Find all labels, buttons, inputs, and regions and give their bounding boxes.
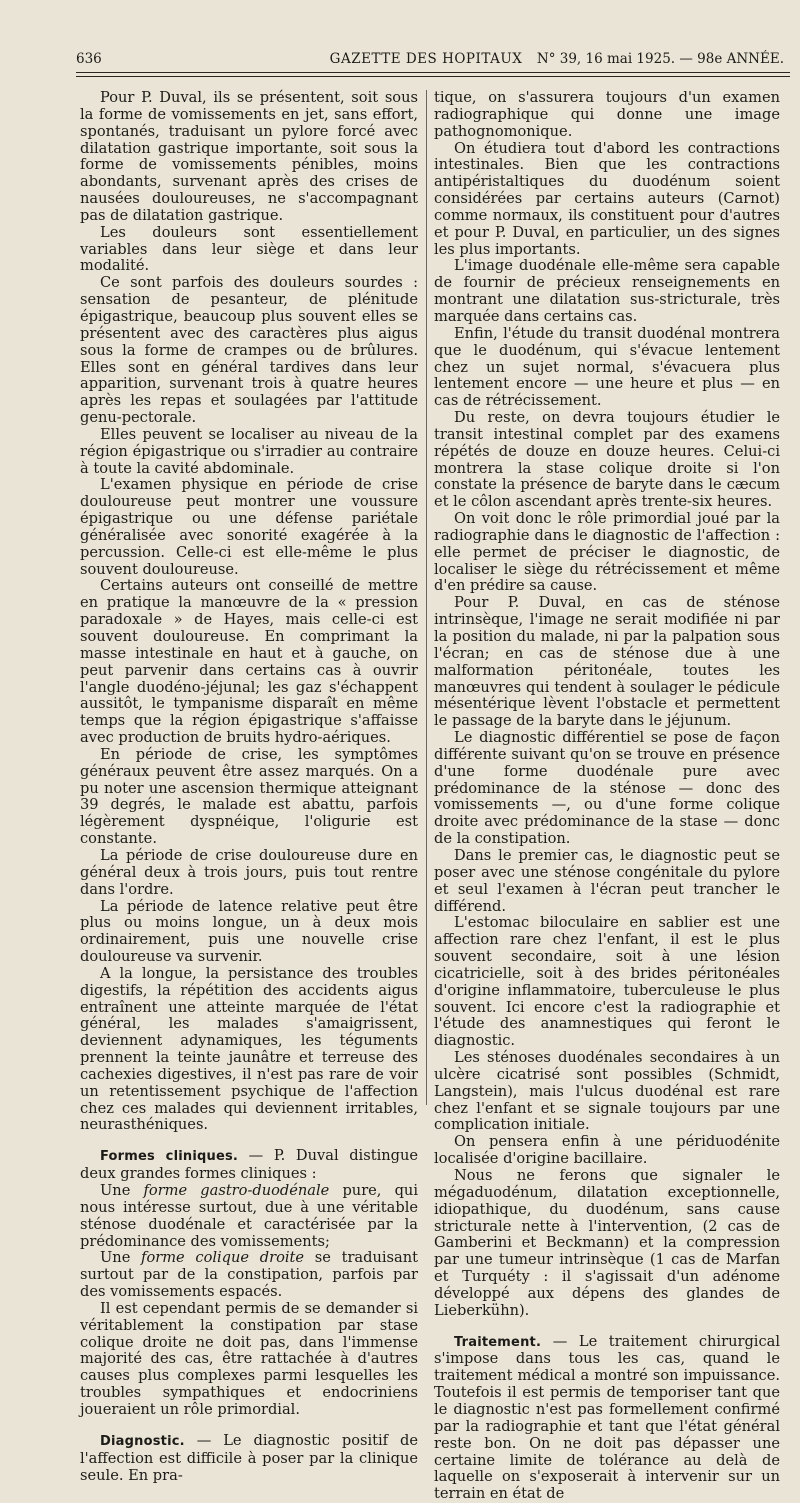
issue-info: N° 39, 16 mai 1925. — 98e ANNÉE. <box>536 51 784 67</box>
forme-colique-paragraph <box>80 1250 418 1301</box>
paragraph: Nous ne ferons que signaler le mégaduodénum, dilatation exceptionnelle, idiopathique, du duodénum, sans cause stricturale nette à l'intervention, (2 cas de Gamberini et Beckmann) et la compression par une tumeur intrinsèque (1 cas de Marfan et Turquéty : il s'agissait d'un adénome développé aux dépens des glandes de Lieberkühn). <box>434 1167 780 1319</box>
paragraph: L'image duodénale elle-même sera capable de fournir de précieux renseignements en montrant une dilatation sus-stricturale, très marquée dans certains cas. <box>434 257 780 325</box>
left-paragraphs <box>80 90 418 1134</box>
section-heading-traitement: Traitement. <box>454 1334 542 1350</box>
text-run: pure, qui nous intéresse surtout, due à une véritable sténose duodénale et caractérisée par la prédominance des vomissements; <box>80 1182 418 1250</box>
page-number: 636 <box>76 51 102 67</box>
paragraph: A la longue, la persistance des troubles digestifs, la répétition des accidents aigus entraînent une atteinte marquée de l'état général, les malades s'amaigrissent, deviennent adynamiques, les téguments prennent la teinte jaunâtre et terreuse des cachexies digestives, il n'est pas rare de voir un retentissement psychique de l'affection chez ces malades qui deviennent irritables, neurasthéniques. <box>80 964 418 1134</box>
paragraph: Le diagnostic différentiel se pose de façon différente suivant qu'on se trouve en présence d'une forme duodénale pure avec prédominance de la sténose — donc des vomissements —, ou d'une forme colique droite avec prédominance de la stase — donc de la constipation. <box>434 729 780 848</box>
text-run: se traduisant surtout par de la constipation, parfois par des vomissements espacés. <box>80 1249 418 1301</box>
diagnostic-intro: — Le diagnostic positif de l'affection est difficile à poser par la clinique seule. En pra- <box>80 1431 418 1484</box>
formes-intro: — P. Duval distingue deux grandes formes cliniques : <box>80 1147 419 1183</box>
formes-paragraph <box>80 1148 418 1183</box>
column-divider <box>426 90 427 1105</box>
paragraph: tique, on s'assurera toujours d'un examen radiographique qui donne une image pathognomonique. <box>434 89 780 140</box>
paragraph: Du reste, on devra toujours étudier le transit intestinal complet par des examens répétés de douze en douze heures. Celui-ci montrera la stase colique droite si l'on constate la présence de baryte dans le cæcum et le côlon ascendant après trente-six heures. <box>434 409 780 511</box>
text-run: Une <box>100 1249 142 1267</box>
paragraph: On voit donc le rôle primordial joué par la radiographie dans le diagnostic de l'affection : elle permet de préciser le diagnostic, de localiser le siège du rétrécissement et même d'en prédire sa cause. <box>434 510 780 595</box>
forme-colique-term: forme colique droite <box>141 1249 305 1267</box>
right-column <box>434 89 780 1503</box>
paragraph: La période de latence relative peut être plus ou moins longue, un à deux mois ordinairement, puis une nouvelle crise douloureuse va survenir. <box>80 897 418 966</box>
traitement-text: — Le traitement chirurgical s'impose dans tous les cas, quand le traitement médical a montré son impuissance. Toutefois il est permis de temporiser tant que le diagnostic n'est pas formellement confirmé par la radiographie et tant que l'état général reste bon. On ne doit pas dépasser une certaine limite de tolérance au delà de laquelle on s'exposerait à intervenir sur un terrain en état de <box>434 1332 780 1503</box>
paragraph: Certains auteurs ont conseillé de mettre en pratique la manœuvre de la « pression paradoxale » de Hayes, mais celle-ci est souvent douloureuse. En comprimant la masse intestinale en haut et à gauche, on peut parvenir dans certains cas à ouvrir l'angle duodéno-jéjunal; les gaz s'échappent aussitôt, le tympanisme disparaît en même temps que la région épigastrique s'affaisse avec production de bruits hydro-aériques. <box>80 577 418 747</box>
page-header <box>60 45 792 73</box>
paragraph: On étudiera tout d'abord les contractions intestinales. Bien que les contractions antipéristaltiques du duodénum soient considérées par certains auteurs (Carnot) comme normaux, ils constituent pour d'autres et pour P. Duval, en particulier, un des signes les plus importants. <box>434 139 780 258</box>
header-rule <box>76 72 790 73</box>
diagnostic-paragraph <box>80 1433 418 1485</box>
journal-title: GAZETTE DES HOPITAUX <box>329 51 523 67</box>
left-column <box>80 89 419 1484</box>
paragraph: Ce sont parfois des douleurs sourdes : sensation de pesanteur, de plénitude épigastrique, beaucoup plus souvent elles se présentent avec des caractères plus aigus sous la forme de crampes ou de brûlures. Elles sont en général tardives dans leur apparition, survenant trois à quatre heures après les repas et soulagées par l'attitude genu-pectorale. <box>80 274 418 427</box>
paragraph: Pour P. Duval, en cas de sténose intrinsèque, l'image ne serait modifiée ni par la position du malade, ni par la palpation sous l'écran; en cas de sténose due à une malformation péritonéale, toutes les manœuvres qui tendent à soulager le pédicule mésentérique lèvent l'obstacle et permettent le passage de la baryte dans le jéjunum. <box>434 594 780 730</box>
header-rule-thin <box>76 76 790 77</box>
paragraph: En période de crise, les symptômes généraux peuvent être assez marqués. On a pu noter une ascension thermique atteignant 39 degrés, le malade est abattu, parfois légèrement dyspnéique, l'oligurie est constante. <box>80 745 418 848</box>
paragraph: L'estomac biloculaire en sablier est une affection rare chez l'enfant, il est le plus souvent secondaire, soit à une lésion cicatricielle, soit à des brides péritonéales d'origine inflammatoire, tuberculeuse le plus souvent. Ici encore c'est la radiographie et l'étude des anamnestiques qui feront le diagnostic. <box>434 914 780 1050</box>
text-run: Une <box>100 1182 144 1199</box>
section-heading-formes: Formes cliniques. <box>100 1149 239 1165</box>
paragraph: La période de crise douloureuse dure en général deux à trois jours, puis tout rentre dans l'ordre. <box>80 846 418 898</box>
forme-gastro-term: forme gastro-duodénale <box>143 1182 330 1199</box>
paragraph: Pour P. Duval, ils se présentent, soit sous la forme de vomissements en jet, sans effort, spontanés, traduisant un pylore forcé avec dilatation gastrique importante, soit sous la forme de vomissements pénibles, moins abondants, survenant après des crises de nausées douloureuses, ne s'accompagnant pas de dilatation gastrique. <box>80 89 418 224</box>
paragraph: Il est cependant permis de se demander si véritablement la constipation par stase colique droite ne doit pas, dans l'immense majorité des cas, être rattachée à d'autres causes plus complexes parmi lesquelles les troubles sympathiques et endocriniens joueraient un rôle primordial. <box>80 1299 418 1418</box>
forme-gastro-paragraph <box>80 1183 418 1250</box>
paragraph: Les douleurs sont essentiellement variables dans leur siège et dans leur modalité. <box>80 223 418 275</box>
paragraph: Les sténoses duodénales secondaires à un ulcère cicatrisé sont possibles (Schmidt, Langstein), mais l'ulcus duodénal est rare chez l'enfant et se signale toujours par une complication initiale. <box>434 1049 780 1134</box>
paragraph: Dans le premier cas, le diagnostic peut se poser avec une sténose congénitale du pylore et seul l'examen à l'écran peut trancher le différend. <box>434 846 780 915</box>
section-heading-diagnostic: Diagnostic. <box>100 1433 185 1449</box>
paragraph: Enfin, l'étude du transit duodénal montrera que le duodénum, qui s'évacue lentement chez un sujet normal, s'évacuera plus lentement encore — une heure et plus — en cas de rétrécissement. <box>434 324 780 410</box>
paragraph: Elles peuvent se localiser au niveau de la région épigastrique ou s'irradier au contraire à toute la cavité abdominale. <box>80 425 418 477</box>
paragraph: On pensera enfin à une périduodénite localisée d'origine bacillaire. <box>434 1133 780 1168</box>
paragraph: L'examen physique en période de crise douloureuse peut montrer une voussure épigastrique ou une défense pariétale généralisée avec sonorité exagérée à la percussion. Celle-ci est elle-même le plus souvent douloureuse. <box>80 476 418 578</box>
traitement-paragraph <box>434 1334 780 1503</box>
